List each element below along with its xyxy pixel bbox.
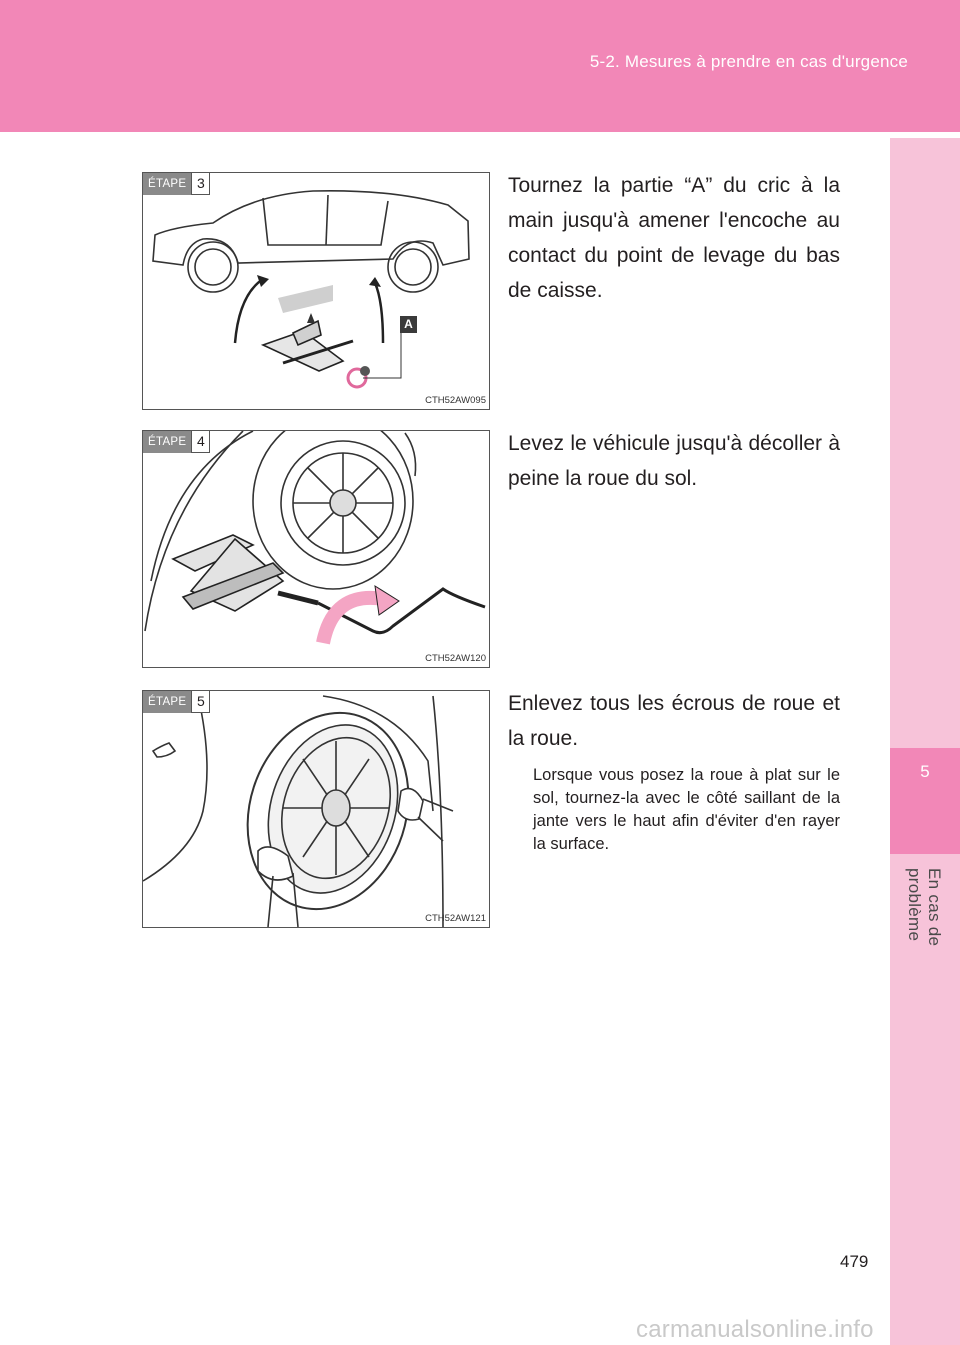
step-number: 4 — [191, 431, 210, 453]
step-badge — [143, 431, 210, 453]
step-number: 3 — [191, 173, 210, 195]
page-number: 479 — [840, 1252, 869, 1271]
step-4-figure — [142, 430, 490, 668]
figure-code: CTH52AW095 — [425, 395, 486, 406]
step-5-figure — [142, 690, 490, 928]
step-label: ÉTAPE — [143, 691, 191, 713]
car-jack-illustration — [143, 173, 489, 409]
step-badge — [143, 691, 210, 713]
step-5-note: Lorsque vous posez la roue à plat sur le sol, tournez-la avec le côté saillant de la jante vers le haut afin d'éviter d'en rayer la surface. — [533, 766, 840, 853]
step-3-instruction: Tournez la partie “A” du cric à la main jusqu'à amener l'encoche au contact du point de levage du bas de caisse. — [508, 174, 840, 302]
callout-a-label: A — [400, 316, 417, 333]
step-5-instruction: Enlevez tous les écrous de roue et la roue. — [508, 692, 840, 750]
chapter-number-box — [890, 748, 960, 854]
step-number: 5 — [191, 691, 210, 713]
step-label: ÉTAPE — [143, 173, 191, 195]
jack-raising-illustration — [143, 431, 489, 667]
step-label: ÉTAPE — [143, 431, 191, 453]
chapter-title: En cas de problème — [905, 868, 944, 947]
wheel-removal-illustration — [143, 691, 489, 927]
chapter-side-tab — [890, 138, 960, 1345]
chapter-number: 5 — [920, 762, 930, 781]
step-badge — [143, 173, 210, 195]
figure-code: CTH52AW120 — [425, 653, 486, 664]
figure-code: CTH52AW121 — [425, 913, 486, 924]
step-3-figure — [142, 172, 490, 410]
step-4-instruction: Levez le véhicule jusqu'à décoller à peine la roue du sol. — [508, 432, 840, 490]
section-title: 5-2. Mesures à prendre en cas d'urgence — [589, 52, 908, 71]
page-header — [0, 0, 960, 132]
watermark: carmanualsonline.info — [636, 1316, 874, 1343]
